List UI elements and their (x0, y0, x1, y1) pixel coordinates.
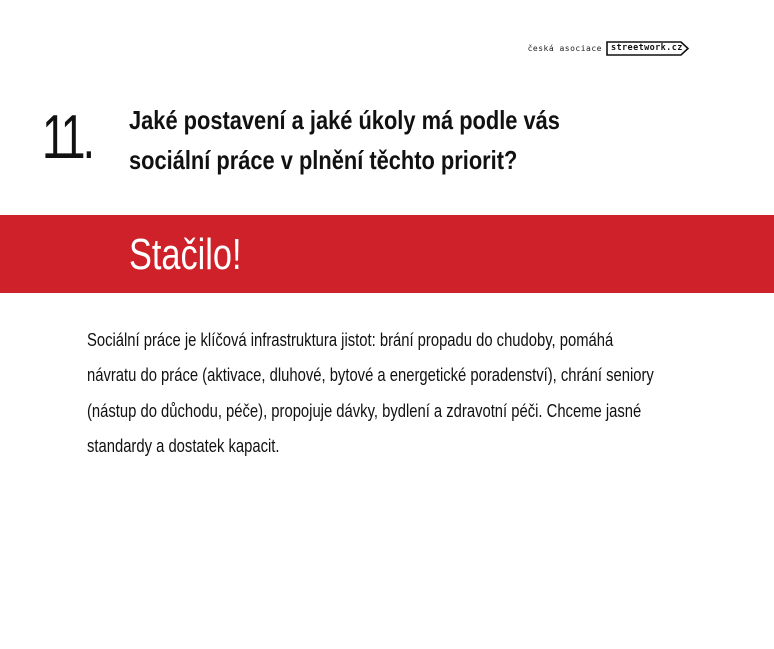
answer-line: Sociální práce je klíčová infrastruktura jistot: brání propadu do chudoby, pomáhá (87, 329, 614, 350)
logo-arrow-box (606, 41, 690, 56)
logo-prefix: česká asociace (527, 44, 602, 53)
answer-line: (nástup do důchodu, péče), propojuje dávky, bydlení a zdravotní péči. Chceme jasné (87, 399, 642, 421)
answer-line: návratu do práce (aktivace, dluhové, bytové a energetické poradenství), chrání seniory (87, 364, 654, 386)
party-name: Stačilo! (129, 230, 242, 279)
streetwork-logo (528, 41, 690, 56)
logo-name: streetwork.cz (611, 43, 683, 53)
question-line: Jaké postavení a jaké úkoly má podle vás (129, 105, 560, 135)
question-number: 11. (42, 103, 93, 172)
answer-line: standardy a dostatek kapacit. (87, 434, 280, 456)
party-banner (0, 215, 774, 293)
question-line: sociální práce v plnění těchto priorit? (129, 145, 518, 175)
answer-text (87, 322, 774, 463)
question-heading (129, 100, 729, 180)
